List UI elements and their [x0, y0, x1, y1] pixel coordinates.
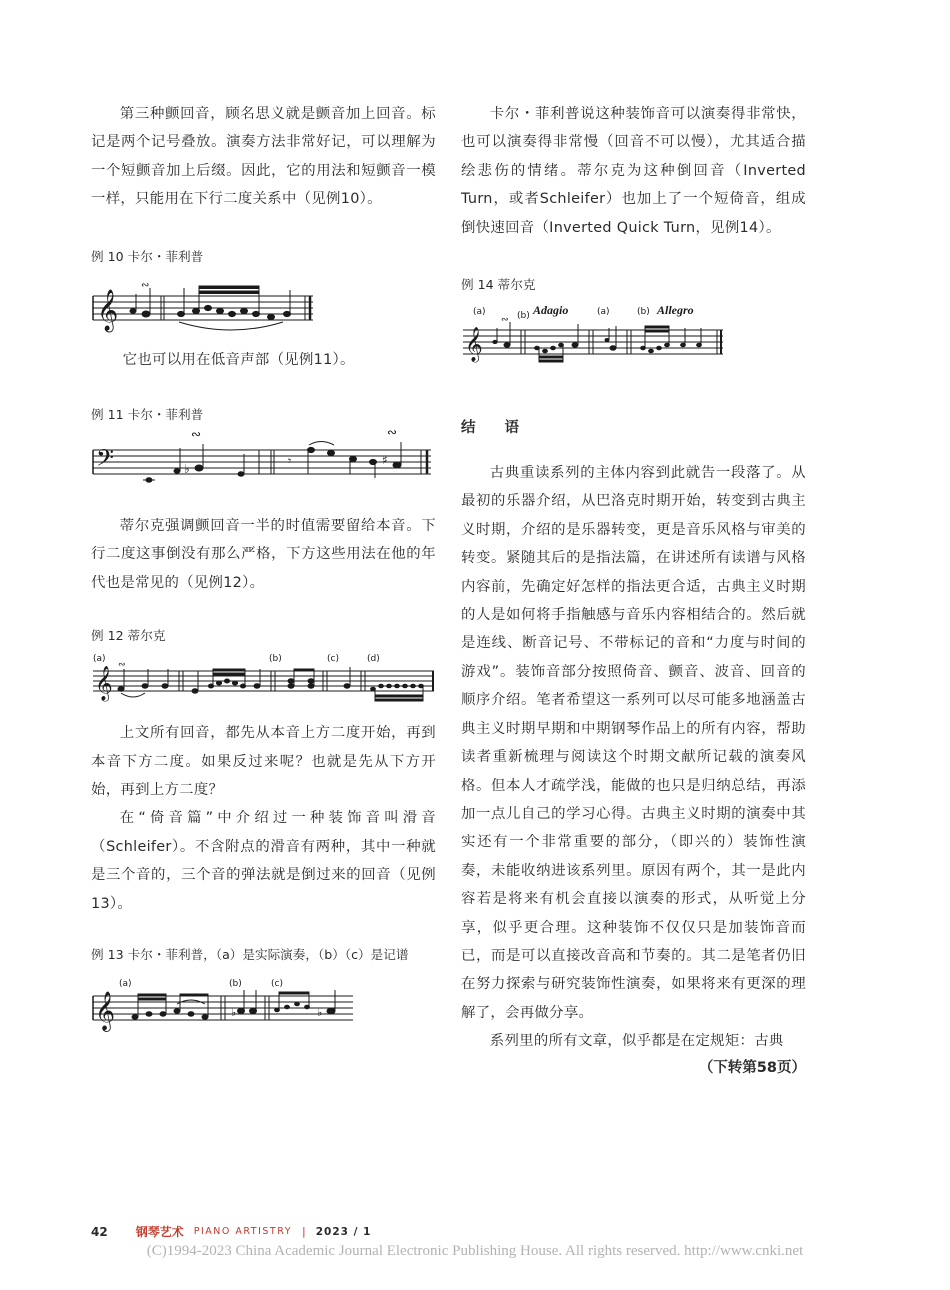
ex12-label-b: (b)	[269, 654, 282, 665]
ex13-label-c: (c)	[271, 979, 283, 990]
example-10-caption: 例 10 卡尔・菲利普	[91, 248, 204, 264]
svg-text:𝄢: 𝄢	[96, 444, 115, 478]
paragraph: 它也可以用在低音声部（见例11）。	[122, 351, 355, 368]
example-10-score	[91, 276, 321, 340]
ex14-tempo-adagio: Adagio	[533, 304, 569, 318]
page-footer	[91, 1223, 371, 1240]
svg-text:∾: ∾	[501, 315, 509, 326]
paragraph: 卡尔・菲利普说这种装饰音可以演奏得非常快，也可以演奏得非常慢（回音不可以慢），尤其适合描绘悲伤的情绪。蒂尔克为这种倒回音（Inverted Turn，或者Schleifer）也加上了一个短倚音，组成倒快速回音（Inverted Quick Turn，见例14）。	[461, 106, 806, 236]
svg-text:𝄞: 𝄞	[95, 666, 113, 702]
paragraph: 蒂尔克强调颤回音一半的时值需要留给本音。下行二度这事倒没有那么严格，下方这些用法在他的年代也是常见的（见例12）。	[91, 518, 436, 591]
svg-text:∾: ∾	[191, 428, 202, 442]
ex12-label-d: (d)	[367, 654, 380, 665]
ex14-label-b2: (b)	[637, 307, 650, 318]
example-11-score	[91, 428, 436, 498]
example-13-score	[91, 974, 361, 1034]
paragraph: 上文所有回音，都先从本音上方二度开始，再到本音下方二度。如果反过来呢？也就是先从下方开始，再到上方二度？	[91, 725, 436, 799]
svg-text:∾: ∾	[141, 279, 150, 291]
example-14-caption: 例 14 蒂尔克	[461, 277, 536, 293]
left-column	[91, 100, 436, 1034]
copyright-watermark: (C)1994-2023 China Academic Journal Electronic Publishing House. All rights reserved. http://www.cnki.net	[146, 1243, 804, 1259]
paragraph: 第三种颤回音，顾名思义就是颤音加上回音。标记是两个记号叠放。演奏方法非常好记，可以理解为一个短颤音加上后缀。因此，它的用法和短颤音一模一样，只能用在下行二度关系中（见例10）。	[91, 106, 436, 208]
ex14-label-a1: (a)	[473, 307, 486, 318]
magazine-name-en: PIANO ARTISTRY	[193, 1226, 292, 1237]
paragraph: 系列里的所有文章，似乎都是在定规矩：古典	[489, 1033, 784, 1050]
right-column	[461, 100, 806, 1077]
svg-text:𝄞: 𝄞	[465, 327, 483, 363]
section-heading: 结 语	[461, 420, 532, 437]
svg-text:♭: ♭	[231, 1006, 237, 1020]
example-14-score	[461, 304, 731, 374]
magazine-name: 钢琴艺术	[135, 1225, 184, 1239]
svg-text:♭: ♭	[317, 1006, 323, 1020]
example-12-score	[91, 649, 436, 709]
paragraph: 在“倚音篇”中介绍过一种装饰音叫滑音（Schleifer）。不含附点的滑音有两种，其中一种就是三个音的，三个音的弹法就是倒过来的回音（见例13）。	[91, 810, 436, 912]
example-13-caption: 例 13 卡尔・菲利普，（a）是实际演奏，（b）（c）是记谱	[91, 947, 409, 963]
svg-text:∾: ∾	[118, 660, 126, 671]
svg-text:♭: ♭	[184, 462, 190, 477]
continued-note: （下转第58页）	[698, 1059, 806, 1076]
footer-separator: |	[302, 1225, 306, 1238]
ex12-label-a: (a)	[93, 654, 106, 665]
svg-text:𝄞: 𝄞	[95, 991, 116, 1032]
paragraph: 古典重读系列的主体内容到此就告一段落了。从最初的乐器介绍，从巴洛克时期开始，转变到古典主义时期，介绍的是乐器转变，更是音乐风格与审美的转变。紧随其后的是指法篇，在讲述所有读谱与风格内容前，先确定好怎样的指法更合适，古典主义时期的人是如何将手指触感与音乐内容相结合的。然后就是连线、断音记号、不带标记的音和“力度与时间的游戏”。装饰音部分按照倚音、颤音、波音、回音的顺序介绍。笔者希望这一系列可以尽可能多地涵盖古典主义时期早期和中期钢琴作品上的所有内容，帮助读者重新梳理与阅读这个时期文献所记载的演奏风格。但本人才疏学浅，能做的也只是归纳总结，再添加一点儿自己的学习心得。古典主义时期的演奏中其实还有一个非常重要的部分，（即兴的）装饰性演奏，未能收纳进该系列里。原因有两个，其一是此内容若是将来有机会直接以演奏的形式，从听觉上分享，似乎更合理。这种装饰不仅仅只是加装饰音而已，而是可以直接改音高和节奏的。其二是笔者仍旧在努力探索与研究装饰性演奏，如果将来有更深的理解了，会再做分享。	[461, 465, 806, 1021]
page-number: 42	[91, 1224, 108, 1239]
ex14-tempo-allegro: Allegro	[657, 304, 694, 318]
svg-text:♯: ♯	[382, 453, 388, 468]
ex14-label-b1: (b)	[517, 311, 530, 322]
ex13-label-b: (b)	[229, 979, 242, 990]
example-11-caption: 例 11 卡尔・菲利普	[91, 407, 204, 423]
ex12-label-c: (c)	[327, 654, 339, 665]
issue-number: 2023 / 1	[315, 1225, 372, 1238]
example-12-caption: 例 12 蒂尔克	[91, 628, 166, 644]
ex14-label-a2: (a)	[597, 307, 610, 318]
svg-text:𝄞: 𝄞	[97, 289, 119, 331]
svg-text:𝄾: 𝄾	[288, 454, 292, 469]
svg-text:∾: ∾	[387, 428, 398, 440]
ex13-label-a: (a)	[119, 979, 132, 990]
